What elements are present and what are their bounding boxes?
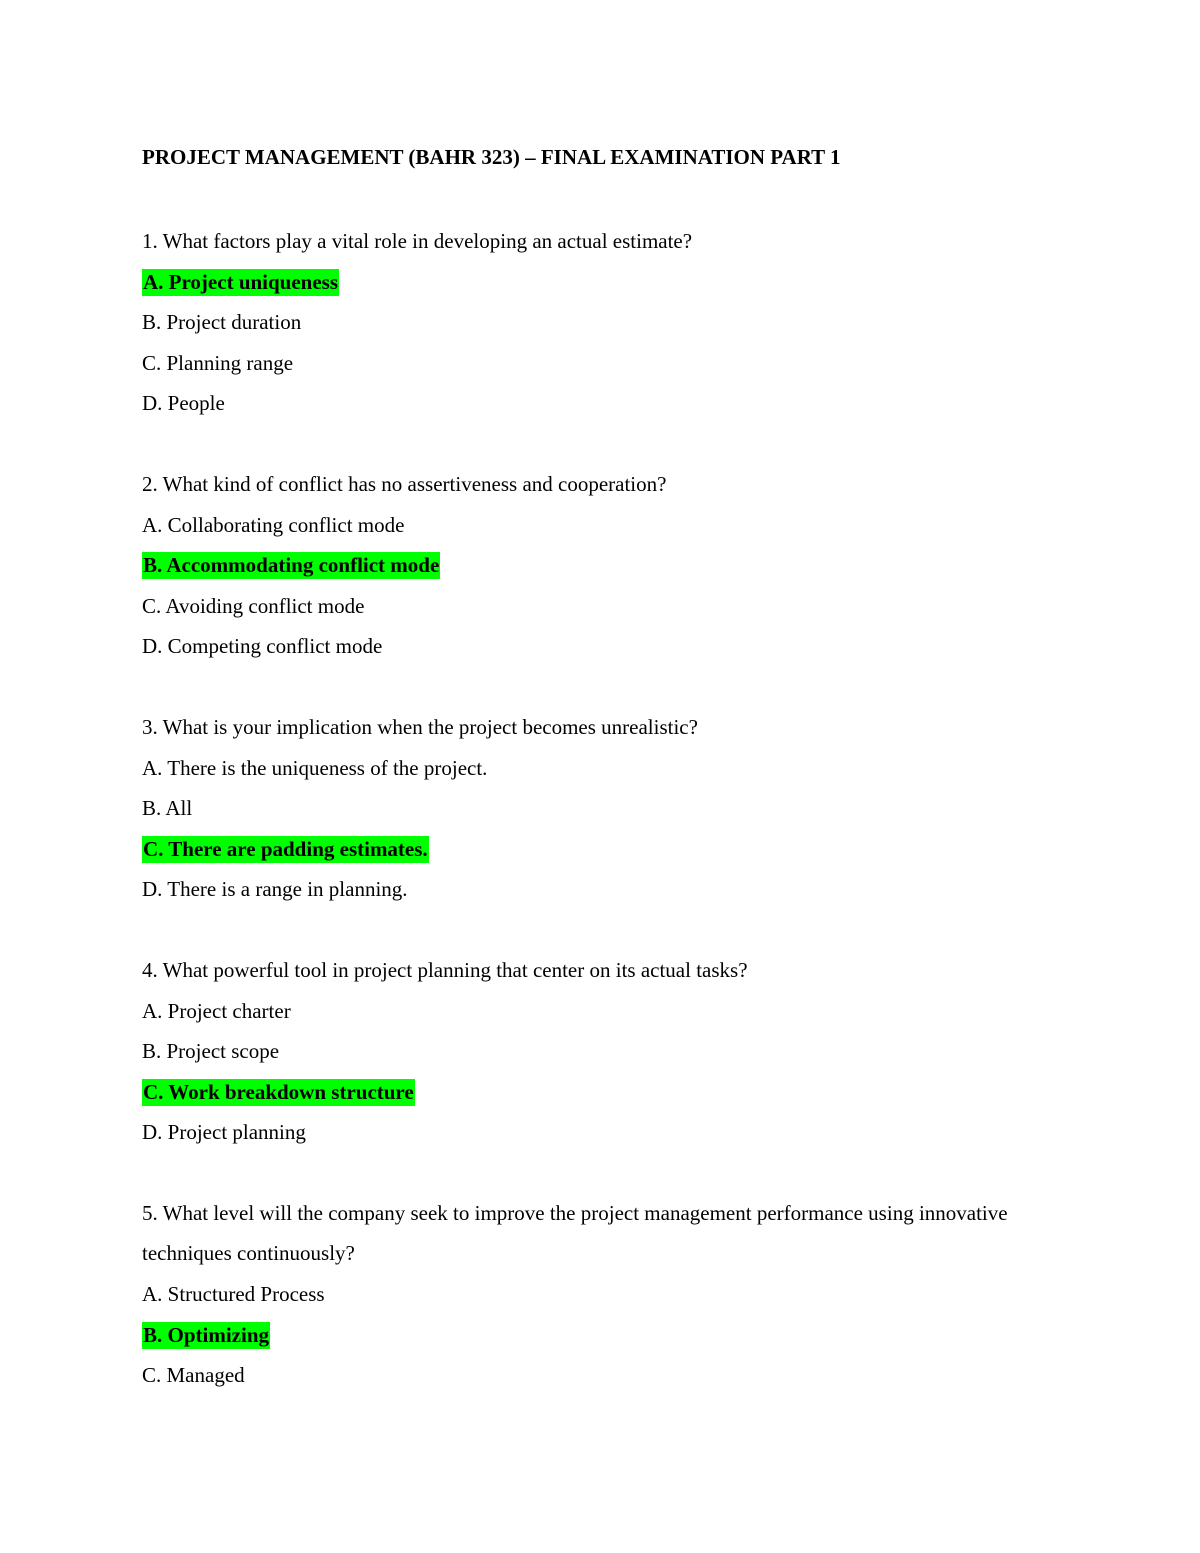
option-text: B. Project duration: [142, 310, 302, 335]
answer-option: [142, 586, 1042, 627]
question-text: 1. What factors play a vital role in developing an actual estimate?: [142, 229, 693, 253]
answer-option: [142, 991, 1042, 1032]
correct-answer-option: [142, 545, 1042, 586]
option-text: A. Project uniqueness: [143, 269, 339, 294]
exam-title: PROJECT MANAGEMENT (BAHR 323) – FINAL EXAMINATION PART 1: [142, 145, 841, 169]
option-text: C. Work breakdown structure: [143, 1079, 414, 1104]
question-block: [142, 464, 1042, 667]
question-text: 3. What is your implication when the project becomes unrealistic?: [142, 714, 698, 739]
question-block: [142, 1193, 1042, 1396]
option-text: A. Structured Process: [142, 1282, 325, 1307]
option-text: B. Project scope: [142, 1039, 280, 1064]
option-text: B. All: [142, 796, 193, 821]
answer-option: [142, 302, 1042, 343]
question-list: [142, 221, 1042, 1396]
question-block: [142, 950, 1042, 1153]
question-text: 2. What kind of conflict has no assertiveness and cooperation?: [142, 471, 667, 496]
option-text: C. Avoiding conflict mode: [142, 593, 365, 618]
option-text: B. Accommodating conflict mode: [143, 553, 440, 578]
question-block: [142, 221, 1042, 424]
answer-option: [142, 788, 1042, 829]
answer-option: [142, 1355, 1042, 1396]
answer-option: [142, 343, 1042, 384]
answer-option: [142, 1274, 1042, 1315]
option-text: C. Managed: [142, 1363, 245, 1388]
option-text: A. Collaborating conflict mode: [142, 512, 405, 537]
correct-answer-option: [142, 262, 1042, 303]
option-text: C. There are padding estimates.: [143, 836, 428, 861]
option-text: A. There is the uniqueness of the project.: [142, 755, 488, 780]
option-text: D. There is a range in planning.: [142, 877, 408, 902]
question-text: 5. What level will the company seek to improve the project management performance using innovative techniques continuously?: [142, 1200, 1008, 1266]
answer-option: [142, 1112, 1042, 1153]
answer-option: [142, 383, 1042, 424]
answer-option: [142, 869, 1042, 910]
option-text: A. Project charter: [142, 998, 291, 1023]
option-text: B. Optimizing: [143, 1322, 270, 1347]
answer-option: [142, 1031, 1042, 1072]
option-text: D. People: [142, 391, 225, 416]
correct-answer-option: [142, 1072, 1042, 1113]
correct-answer-option: [142, 1315, 1042, 1356]
question-block: [142, 707, 1042, 910]
option-text: C. Planning range: [142, 350, 294, 375]
exam-page: [142, 140, 1042, 1436]
option-text: D. Project planning: [142, 1120, 306, 1145]
option-text: D. Competing conflict mode: [142, 634, 383, 659]
correct-answer-option: [142, 829, 1042, 870]
answer-option: [142, 748, 1042, 789]
answer-option: [142, 505, 1042, 546]
question-text: 4. What powerful tool in project planning that center on its actual tasks?: [142, 957, 748, 982]
answer-option: [142, 626, 1042, 667]
